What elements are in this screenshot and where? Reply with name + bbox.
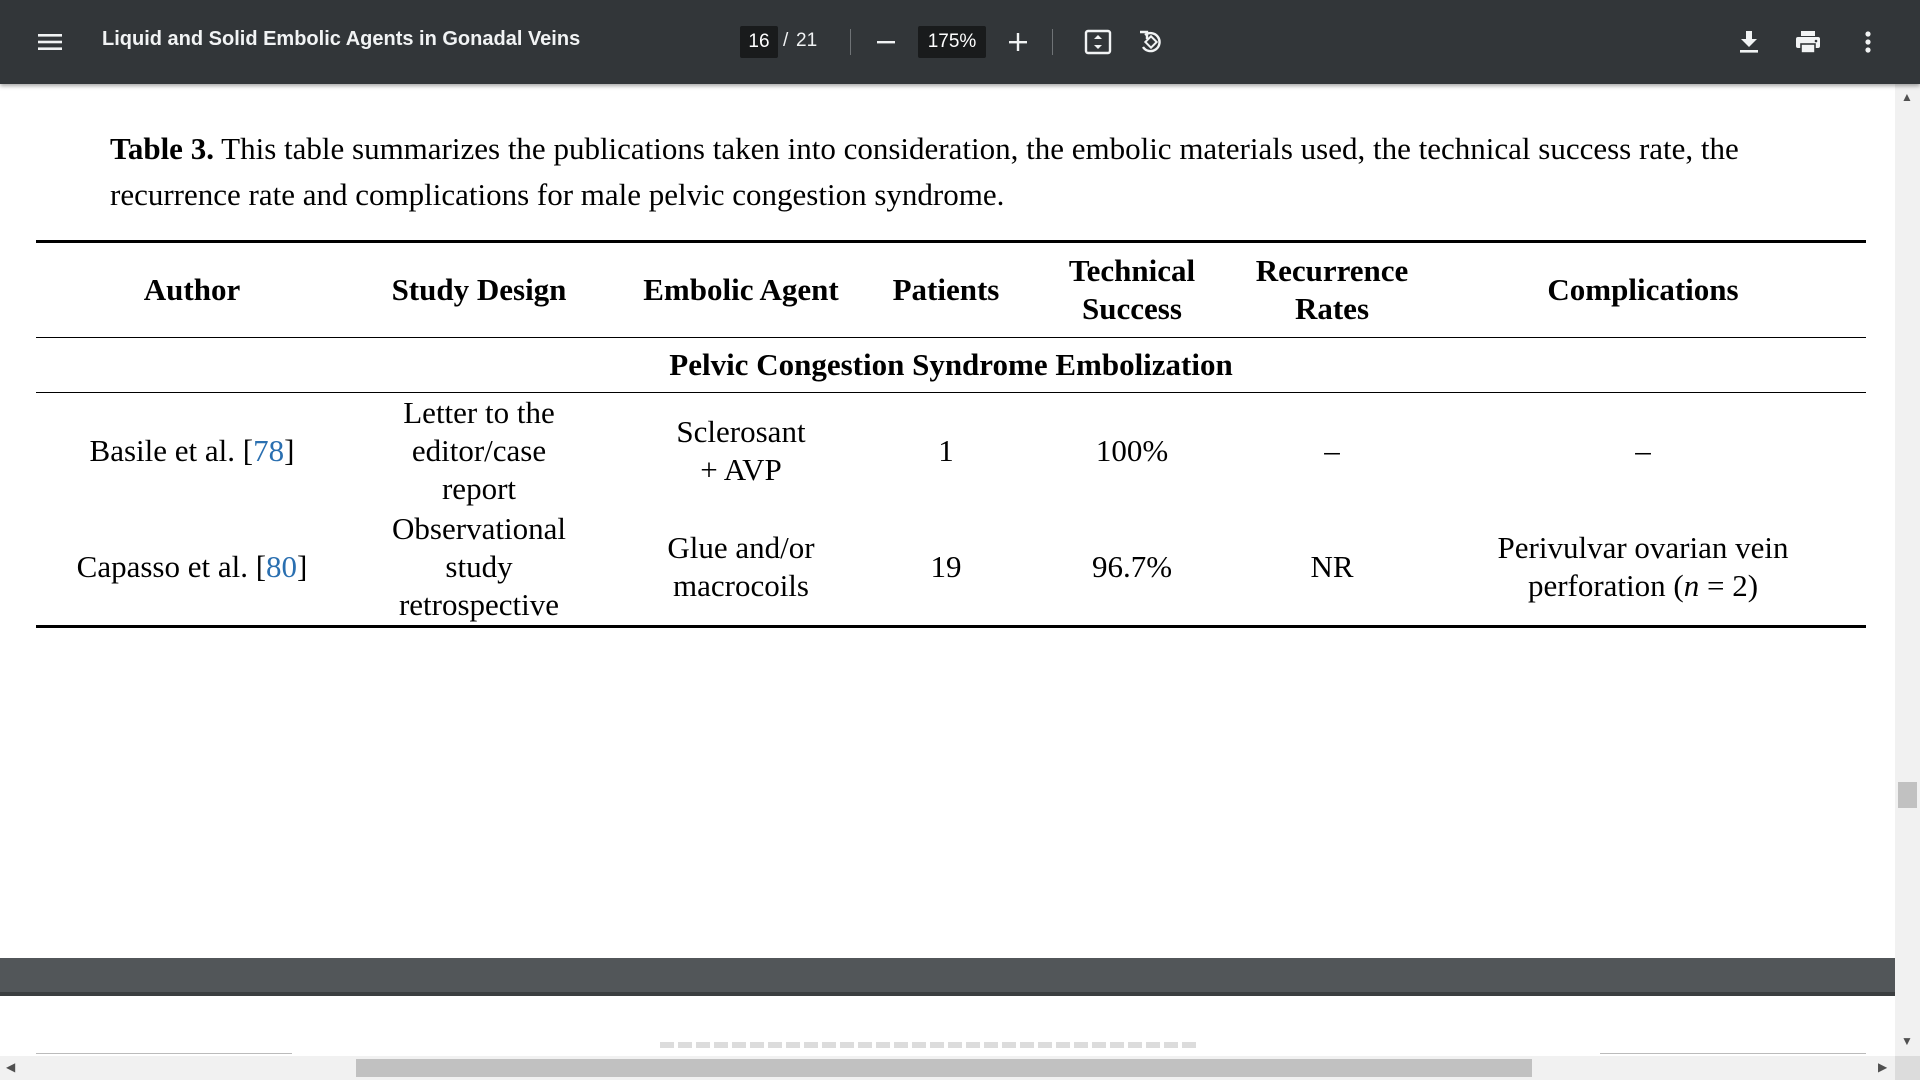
citation-link[interactable]: 80 (266, 549, 298, 584)
next-page-cut-text (660, 1042, 1200, 1048)
design-cell: Letter to the editor/case report (403, 395, 555, 506)
citation-link[interactable]: 78 (253, 433, 285, 468)
success-cell: 96.7% (1091, 549, 1173, 584)
vertical-scrollbar[interactable] (1895, 84, 1920, 1056)
vertical-scroll-thumb[interactable] (1898, 782, 1917, 808)
table-caption (110, 126, 1810, 218)
column-header: Patients (892, 272, 1000, 307)
author-bracket: ] (297, 549, 308, 584)
author-name: Capasso et al. [ (76, 549, 267, 584)
plus-icon (1008, 32, 1028, 52)
print-icon (1795, 30, 1821, 54)
scroll-left-arrow-icon[interactable]: ◀ (6, 1060, 16, 1074)
rotate-button[interactable] (1131, 22, 1171, 62)
hamburger-menu-icon[interactable] (30, 22, 70, 62)
fit-to-page-icon (1084, 29, 1112, 55)
page-number-input[interactable]: 16 (740, 26, 778, 58)
scroll-right-arrow-icon[interactable]: ▶ (1878, 1060, 1888, 1074)
total-pages: 21 (796, 30, 818, 51)
page-gap (0, 958, 1895, 996)
data-table (36, 240, 1866, 628)
next-page-rule (1600, 1053, 1866, 1054)
horizontal-scrollbar[interactable] (0, 1056, 1895, 1080)
table-header-row (36, 242, 1866, 338)
scrollbar-corner (1895, 1056, 1920, 1080)
toolbar-divider (850, 29, 851, 55)
page-separator: / (783, 30, 789, 51)
group-title: Pelvic Congestion Syndrome Embolization (36, 338, 1866, 393)
zoom-in-button[interactable] (998, 22, 1038, 62)
toolbar-divider (1052, 29, 1053, 55)
table-row (36, 393, 1866, 510)
scroll-down-arrow-icon[interactable]: ▼ (1901, 1034, 1913, 1048)
column-header: Recurrence Rates (1255, 253, 1409, 326)
fit-to-page-button[interactable] (1078, 22, 1118, 62)
download-icon (1738, 30, 1760, 54)
author-cell (36, 393, 348, 510)
caption-label: Table 3. (110, 131, 214, 166)
download-button[interactable] (1729, 22, 1769, 62)
scroll-up-arrow-icon[interactable]: ▲ (1901, 90, 1913, 104)
author-name: Basile et al. [ (89, 433, 254, 468)
minus-icon (876, 32, 896, 52)
table-group-row (36, 338, 1866, 393)
column-header: Author (143, 272, 241, 307)
patients-cell: 1 (938, 433, 954, 468)
agent-cell: Glue and/or macrocoils (667, 530, 815, 603)
document-title: Liquid and Solid Embolic Agents in Gonadal Veins (102, 28, 581, 50)
success-cell: 100% (1095, 433, 1169, 468)
zoom-level-input[interactable]: 175% (918, 26, 986, 58)
pdf-toolbar (0, 0, 1920, 84)
column-header: Technical Success (1068, 253, 1196, 326)
more-options-button[interactable] (1848, 22, 1888, 62)
complications-cell: Perivulvar ovarian vein perforation (n = 2) (1497, 530, 1789, 603)
author-cell (36, 509, 348, 627)
recurrence-cell: NR (1310, 549, 1354, 584)
patients-cell: 19 (930, 549, 962, 584)
rotate-icon (1137, 28, 1165, 56)
horizontal-scroll-thumb[interactable] (356, 1059, 1532, 1077)
recurrence-cell: – (1324, 433, 1340, 468)
pdf-page (0, 84, 1895, 958)
column-header: Complications (1547, 272, 1739, 307)
next-pdf-page (0, 996, 1895, 1056)
complications-cell: – (1635, 433, 1651, 468)
agent-cell: Sclerosant + AVP (676, 414, 806, 487)
next-page-rule (36, 1053, 292, 1054)
more-vertical-icon (1864, 30, 1872, 54)
zoom-out-button[interactable] (866, 22, 906, 62)
caption-text: This table summarizes the publications taken into consideration, the embolic materials used, the technical success rate, the recurrence rate and complications for male pelvic congestion syndrome. (110, 131, 1739, 212)
column-header: Embolic Agent (643, 272, 839, 307)
print-button[interactable] (1788, 22, 1828, 62)
table-row (36, 509, 1866, 627)
design-cell: Observational study retrospective (392, 511, 566, 622)
author-bracket: ] (284, 433, 295, 468)
column-header: Study Design (391, 272, 567, 307)
